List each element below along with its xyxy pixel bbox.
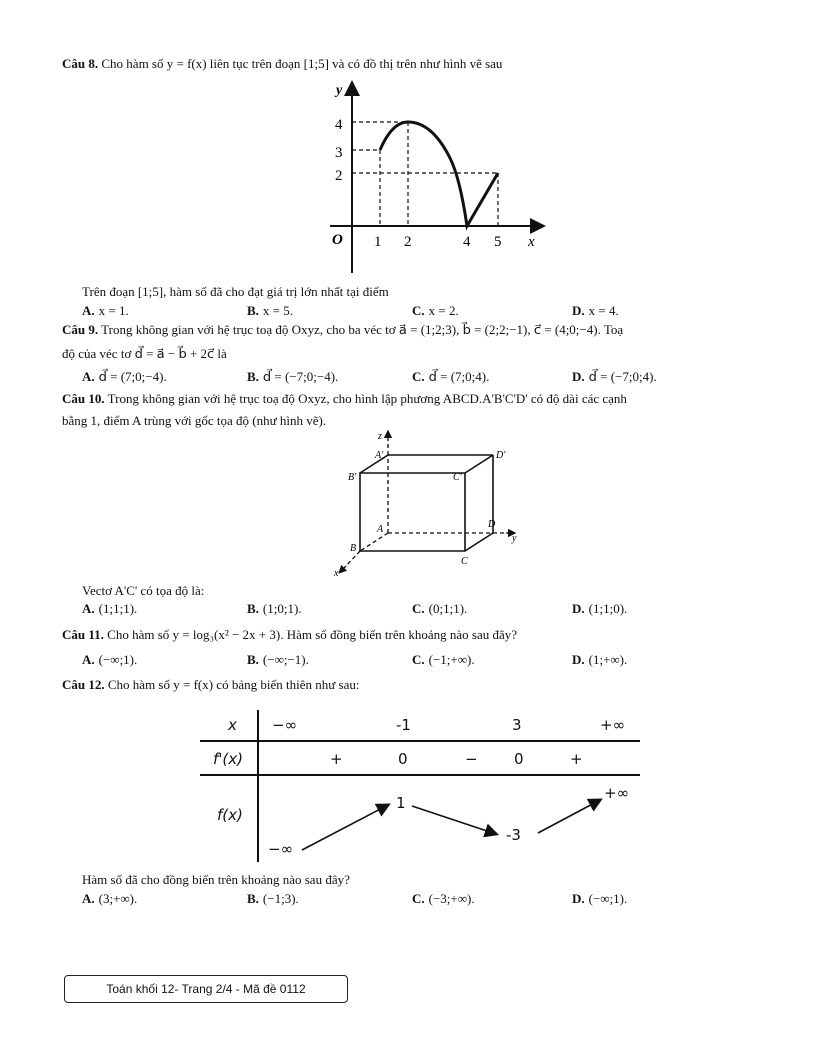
q9-option-d[interactable]: D. d⃗ = (−7;0;4).: [572, 369, 657, 384]
q9-option-a[interactable]: A. d⃗ = (7;0;−4).: [82, 369, 167, 384]
vt-fp-label: f'(x): [213, 750, 243, 768]
q10-y: y: [512, 533, 517, 544]
vt-x-1: -1: [396, 716, 411, 734]
q11-option-c[interactable]: C. (−1;+∞).: [412, 652, 475, 667]
q8-text: Cho hàm số y = f(x) liên tục trên đoạn [1;5] và có đồ thị trên như hình vẽ sau: [101, 56, 503, 71]
q8-y-label: y: [336, 83, 343, 98]
q9-label: Câu 9.: [62, 322, 99, 337]
q10-cube: [330, 428, 530, 578]
q10-A: A: [377, 524, 384, 535]
q10-C: C: [461, 556, 468, 567]
q8-ytick-3: 3: [335, 145, 343, 161]
q10-option-a[interactable]: A. (1;1;1).: [82, 601, 138, 616]
q8-xtick-5: 5: [494, 234, 502, 250]
vt-f-3: +∞: [604, 784, 630, 802]
vt-fp-1: 0: [398, 750, 408, 768]
q11-text: Cho hàm số y = log₃(x² − 2x + 3). Hàm số đồng biến trên khoảng nào sau đây?: [107, 627, 518, 642]
q12-prompt: Hàm số đã cho đồng biến trên khoảng nào sau đây?: [82, 872, 350, 887]
q10-C1: C': [453, 472, 462, 483]
vt-f-1: 1: [396, 794, 406, 812]
q12-option-a[interactable]: A. (3;+∞).: [82, 891, 138, 906]
vt-x-0: −∞: [272, 716, 298, 734]
q12-label: Câu 12.: [62, 677, 105, 692]
q10-x: x: [334, 568, 339, 578]
q12-option-b[interactable]: B. (−1;3).: [247, 891, 299, 906]
q8-prompt: Trên đoạn [1;5], hàm số đã cho đạt giá trị lớn nhất tại điểm: [82, 284, 389, 299]
q11-option-b[interactable]: B. (−∞;−1).: [247, 652, 309, 667]
q9-option-b[interactable]: B. d⃗ = (−7;0;−4).: [247, 369, 339, 384]
q10-text: Trong không gian với hệ trục toạ độ Oxyz, cho hình lập phương ABCD.A'B'C'D' có độ dài các cạnh: [107, 391, 627, 406]
q8-x-label: x: [528, 234, 535, 250]
q8-graph: [300, 78, 560, 278]
q12-option-c[interactable]: C. (−3;+∞).: [412, 891, 475, 906]
vt-f-2: -3: [506, 826, 521, 844]
page-footer: [64, 975, 348, 1003]
q8-stem: [62, 56, 502, 72]
q11-option-a[interactable]: A. (−∞;1).: [82, 652, 138, 667]
q8-xtick-4: 4: [463, 234, 471, 250]
q10-prompt: Vectơ A'C' có tọa độ là:: [82, 583, 205, 598]
q10-option-d[interactable]: D. (1;1;0).: [572, 601, 628, 616]
q10-B1: B': [348, 472, 357, 483]
q10-text2: bằng 1, điểm A trùng với gốc tọa độ (như hình vẽ).: [62, 413, 327, 428]
q8-option-b[interactable]: B. x = 5.: [247, 303, 294, 318]
vt-fp-0: +: [330, 750, 343, 768]
q10-D: D: [488, 519, 496, 530]
vt-fp-3: 0: [514, 750, 524, 768]
q8-option-c[interactable]: C. x = 2.: [412, 303, 459, 318]
q9-option-c[interactable]: C. d⃗ = (7;0;4).: [412, 369, 490, 384]
q10-D1: D': [496, 450, 506, 461]
q8-curve: [380, 122, 498, 226]
q8-origin: O: [332, 232, 343, 248]
q8-xtick-2: 2: [404, 234, 412, 250]
vt-f-0: −∞: [268, 840, 294, 858]
q8-xtick-1: 1: [374, 234, 382, 250]
vt-x-3: +∞: [600, 716, 626, 734]
q9-text: Trong không gian với hệ trục toạ độ Oxyz, cho ba véc tơ a⃗ = (1;2;3), b⃗ = (2;2;−1), c⃗ = (4;0;−4). Toạ: [101, 322, 624, 337]
q12-option-d[interactable]: D. (−∞;1).: [572, 891, 628, 906]
vt-x-2: 3: [512, 716, 522, 734]
q12-text: Cho hàm số y = f(x) có bảng biến thiên như sau:: [107, 677, 360, 692]
vt-fp-4: +: [570, 750, 583, 768]
q10-z: z: [378, 431, 382, 442]
q12-stem: [62, 677, 359, 693]
q10-label: Câu 10.: [62, 391, 105, 406]
vt-fp-2: −: [465, 750, 478, 768]
q10-option-c[interactable]: C. (0;1;1).: [412, 601, 468, 616]
footer-text: Toán khối 12- Trang 2/4 - Mã đề 0112: [106, 982, 306, 996]
q10-option-b[interactable]: B. (1;0;1).: [247, 601, 302, 616]
q9-stem: [62, 322, 623, 338]
q8-label: Câu 8.: [62, 56, 99, 71]
q11-label: Câu 11.: [62, 627, 104, 642]
q8-ytick-4: 4: [335, 117, 343, 133]
vt-f-label: f(x): [217, 806, 243, 824]
q11-option-d[interactable]: D. (1;+∞).: [572, 652, 628, 667]
q8-option-d[interactable]: D. x = 4.: [572, 303, 619, 318]
q11-stem: [62, 627, 517, 643]
q9-text2: độ của véc tơ d⃗ = a⃗ − b⃗ + 2c⃗ là: [62, 346, 227, 361]
q10-stem: [62, 391, 627, 407]
q8-option-a[interactable]: A. x = 1.: [82, 303, 129, 318]
q10-A1: A': [375, 450, 384, 461]
q8-ytick-2: 2: [335, 168, 343, 184]
q10-B: B: [350, 543, 357, 554]
vt-x-label: x: [228, 716, 237, 734]
